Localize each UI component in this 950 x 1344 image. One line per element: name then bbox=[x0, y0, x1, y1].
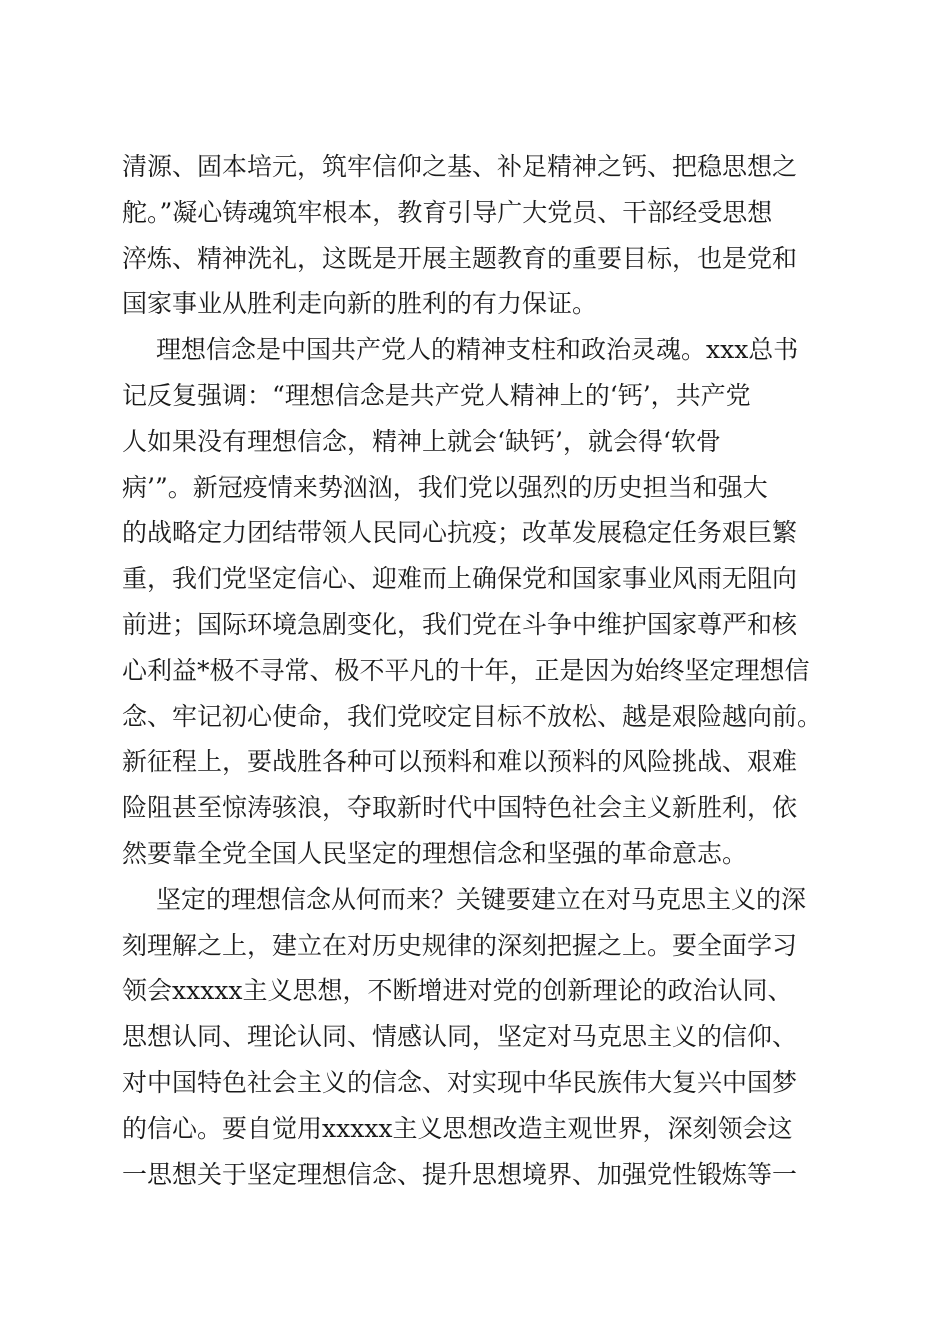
paragraph-3-line-7: 一思想关于坚定理想信念、提升思想境界、加强党性锻炼等一 bbox=[122, 1159, 798, 1189]
paragraph-1-line-4: 国家事业从胜利走向新的胜利的有力保证。 bbox=[122, 289, 598, 319]
paragraph-2-line-11: 险阻甚至惊涛骇浪，夺取新时代中国特色社会主义新胜利，依 bbox=[122, 793, 798, 823]
paragraph-2-line-8: 心利益*极不寻常、极不平凡的十年，正是因为始终坚定理想信 bbox=[122, 655, 810, 685]
paragraph-2-line-5: 的战略定力团结带领人民同心抗疫；改革发展稳定任务艰巨繁 bbox=[122, 518, 798, 548]
paragraph-2-line-12: 然要靠全党全国人民坚定的理想信念和坚强的革命意志。 bbox=[122, 838, 748, 868]
paragraph-3-line-5: 对中国特色社会主义的信念、对实现中华民族伟大复兴中国梦 bbox=[122, 1067, 798, 1097]
paragraph-2-line-2: 记反复强调：“理想信念是共产党人精神上的‘钙’，共产党 bbox=[122, 380, 751, 410]
paragraph-2-line-9: 念、牢记初心使命，我们党咬定目标不放松、越是艰险越向前。 bbox=[122, 701, 823, 731]
paragraph-3-line-4: 思想认同、理论认同、情感认同，坚定对马克思主义的信仰、 bbox=[122, 1022, 798, 1052]
paragraph-2-line-4: 病’”。新冠疫情来势汹汹，我们党以强烈的历史担当和强大 bbox=[122, 472, 768, 502]
paragraph-1-line-2: 舵。”凝心铸魂筑牢根本，教育引导广大党员、干部经受思想 bbox=[122, 197, 773, 227]
paragraph-2-line-7: 前进；国际环境急剧变化，我们党在斗争中维护国家尊严和核 bbox=[122, 609, 798, 639]
paragraph-3-line-3: 领会xxxxx主义思想，不断增进对党的创新理论的政治认同、 bbox=[122, 976, 793, 1006]
document-body bbox=[122, 144, 832, 1197]
paragraph-2-line-1: 理想信念是中国共产党人的精神支柱和政治灵魂。xxx总书 bbox=[156, 335, 799, 365]
paragraph-3-line-1: 坚定的理想信念从何而来？关键要建立在对马克思主义的深 bbox=[156, 884, 807, 914]
paragraph-2-line-10: 新征程上，要战胜各种可以预料和难以预料的风险挑战、艰难 bbox=[122, 747, 798, 777]
paragraph-3-line-2: 刻理解之上，建立在对历史规律的深刻把握之上。要全面学习 bbox=[122, 930, 798, 960]
paragraph-3-line-6: 的信心。要自觉用xxxxx主义思想改造主观世界，深刻领会这 bbox=[122, 1113, 793, 1143]
paragraph-1-line-1: 清源、固本培元，筑牢信仰之基、补足精神之钙、把稳思想之 bbox=[122, 152, 798, 181]
paragraph-2-line-3: 人如果没有理想信念，精神上就会‘缺钙’，就会得‘软骨 bbox=[122, 426, 721, 456]
paragraph-2-line-6: 重，我们党坚定信心、迎难而上确保党和国家事业风雨无阻向 bbox=[122, 564, 798, 594]
paragraph-1-line-3: 淬炼、精神洗礼，这既是开展主题教育的重要目标，也是党和 bbox=[122, 243, 798, 273]
